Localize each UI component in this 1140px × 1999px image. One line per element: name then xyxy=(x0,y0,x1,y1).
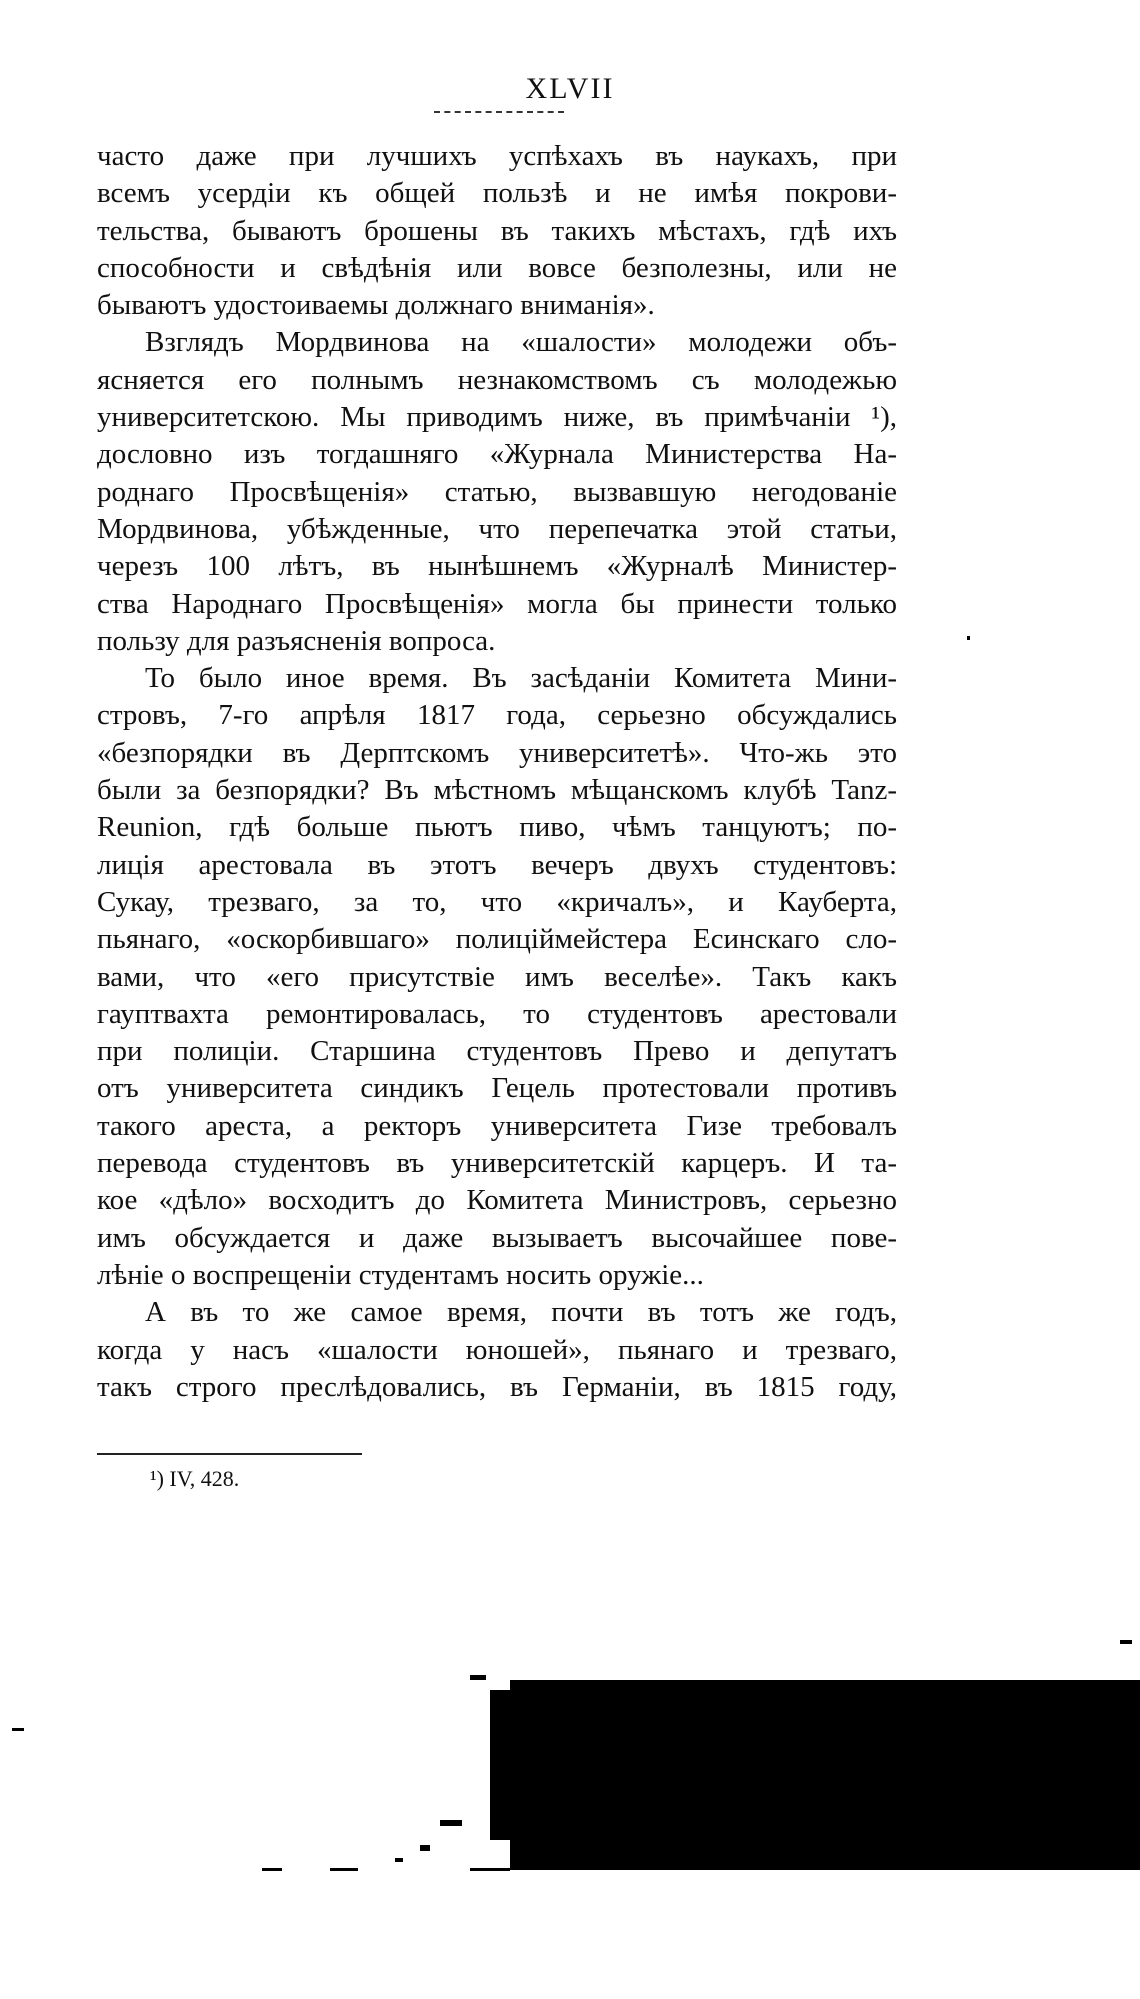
text-line: способности и свѣдѣнія или вовсе безполезны, или не xyxy=(97,251,897,284)
text-line: имъ обсуждается и даже вызываетъ высочайшее пове- xyxy=(97,1221,897,1254)
text-line: черезъ 100 лѣтъ, въ нынѣшнемъ «Журналѣ Министер- xyxy=(97,550,897,583)
scan-speck xyxy=(440,1820,462,1826)
footnote-rule xyxy=(97,1453,362,1455)
text-line: Reunion, гдѣ больше пьютъ пиво, чѣмъ танцуютъ; по- xyxy=(97,811,897,844)
text-line: Сукау, трезваго, за то, что «кричалъ», и Кауберта, xyxy=(97,885,897,918)
text-line: всемъ усердіи къ общей пользѣ и не имѣя покрови- xyxy=(97,177,897,210)
text-line: тельства, бываютъ брошены въ такихъ мѣстахъ, гдѣ ихъ xyxy=(97,214,897,247)
text-line: университетскою. Мы приводимъ ниже, въ примѣчаніи ¹), xyxy=(97,401,897,434)
text-line: пользу для разъясненія вопроса. xyxy=(97,624,496,657)
scan-speck xyxy=(12,1728,24,1731)
text-line: Мордвинова, убѣжденные, что перепечатка этой статьи, xyxy=(97,512,897,545)
text-line: ясняется его полнымъ незнакомствомъ съ молодежью xyxy=(97,363,897,396)
text-line: ства Народнаго Просвѣщенія» могла бы принести только xyxy=(97,587,897,620)
text-line: были за безпорядки? Въ мѣстномъ мѣщанскомъ клубѣ Tanz- xyxy=(97,774,897,807)
text-line: при полиціи. Старшина студентовъ Прево и депутатъ xyxy=(97,1035,897,1068)
text-line: кое «дѣло» восходитъ до Комитета Министровъ, серьезно xyxy=(97,1184,897,1217)
body-text xyxy=(97,138,897,1406)
text-line: такого ареста, а ректоръ университета Гизе требовалъ xyxy=(97,1109,897,1142)
page-number-rule xyxy=(434,111,564,113)
text-line: «безпорядки въ Дерптскомъ университетѣ». Что-жь это xyxy=(97,736,897,769)
scan-black-block xyxy=(510,1680,1140,1870)
scan-speck xyxy=(262,1868,282,1871)
text-line: перевода студентовъ въ университетскій карцеръ. И та- xyxy=(97,1147,897,1180)
text-line: дословно изъ тогдашняго «Журнала Министерства На- xyxy=(97,438,897,471)
text-line: То было иное время. Въ засѣданіи Комитета Мини- xyxy=(145,662,897,695)
text-line: Взглядъ Мордвинова на «шалости» молодежи объ- xyxy=(145,326,897,359)
scan-speck xyxy=(1120,1640,1132,1644)
text-line: пьянаго, «оскорбившаго» полиціймейстера Есинскаго сло- xyxy=(97,923,897,956)
text-line: стровъ, 7-го апрѣля 1817 года, серьезно обсуждались xyxy=(97,699,897,732)
text-line: лѣніе о воспрещеніи студентамъ носить оружіе... xyxy=(97,1258,704,1291)
page-number: XLVII xyxy=(525,72,615,105)
text-line: лиція арестовала въ этотъ вечеръ двухъ студентовъ: xyxy=(97,848,897,881)
scan-speck xyxy=(470,1868,510,1871)
text-line: часто даже при лучшихъ успѣхахъ въ наукахъ, при xyxy=(97,140,897,172)
scan-speck xyxy=(967,636,970,640)
text-line: роднаго Просвѣщенія» статью, вызвавшую негодованіе xyxy=(97,475,897,508)
text-line: такъ строго преслѣдовались, въ Германіи, въ 1815 году, xyxy=(97,1370,897,1403)
scan-speck xyxy=(330,1868,358,1871)
text-line: гауптвахта ремонтировалась, то студентовъ арестовали xyxy=(97,997,897,1030)
text-line: вами, что «его присутствіе имъ веселѣе». Такъ какъ xyxy=(97,960,897,993)
scan-speck xyxy=(420,1845,430,1851)
text-line: бываютъ удостоиваемы должнаго вниманія». xyxy=(97,289,655,322)
scan-speck xyxy=(470,1675,486,1680)
scan-black-block-edge xyxy=(490,1690,520,1840)
scan-speck xyxy=(395,1858,403,1862)
text-line: когда у насъ «шалости юношей», пьянаго и трезваго, xyxy=(97,1333,897,1366)
footnote: ¹) IV, 428. xyxy=(150,1466,240,1491)
text-line: отъ университета синдикъ Гецель протестовали противъ xyxy=(97,1072,897,1105)
text-line: А въ то же самое время, почти въ тотъ же годъ, xyxy=(145,1296,897,1329)
